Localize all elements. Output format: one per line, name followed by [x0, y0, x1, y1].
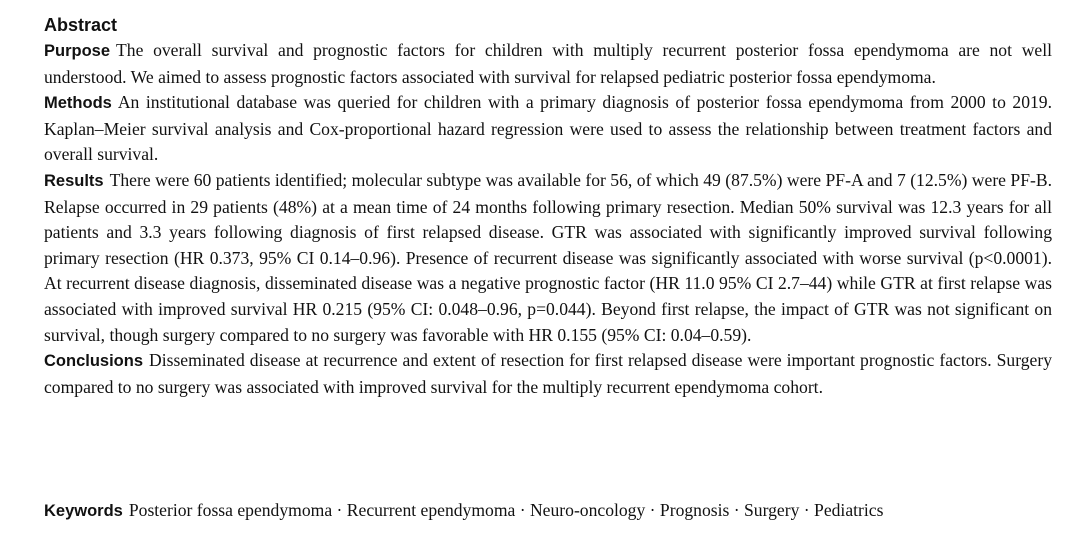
abstract-block — [44, 12, 1052, 400]
purpose-text: The overall survival and prognostic factors for children with multiply recurrent posterior fossa ependymoma are not well understood. We aimed to assess prognostic factors associated with survival for relapsed pediatric posterior fossa ependymoma. — [44, 40, 1052, 87]
methods-label: Methods — [44, 94, 112, 113]
conclusions-text: Disseminated disease at recurrence and extent of resection for first relapsed disease were important prognostic factors. Surgery compared to no surgery was associated with improved survival for the multiply recurrent ependymoma cohort. — [44, 350, 1052, 397]
results-label: Results — [44, 171, 104, 190]
methods-text: An institutional database was queried for children with a primary diagnosis of posterior fossa ependymoma from 2000 to 2019. Kaplan–Meier survival analysis and Cox-proportional hazard regression were used to assess the relationship between treatment factors and overall survival. — [44, 92, 1052, 165]
keywords-label: Keywords — [44, 502, 123, 520]
conclusions-label: Conclusions — [44, 352, 144, 371]
keywords-text: Posterior fossa ependymoma · Recurrent ependymoma · Neuro-oncology · Prognosis · Surgery · Pediatrics — [128, 500, 884, 520]
purpose-section — [44, 38, 1052, 90]
keywords-line — [44, 498, 1052, 525]
conclusions-section — [44, 348, 1052, 400]
methods-section — [44, 90, 1052, 168]
purpose-label: Purpose — [44, 42, 111, 60]
results-section — [44, 168, 1052, 348]
results-text: There were 60 patients identified; molecular subtype was available for 56, of which 49 (87.5%) were PF-A and 7 (12.5%) were PF-B. Relapse occurred in 29 patients (48%) at a mean time of 24 months following primary resection. Median 50% survival was 12.3 years for all patients and 3.3 years following diagnosis of first relapsed disease. GTR was associated with significantly improved survival following primary resection (HR 0.373, 95% CI 0.14–0.96). Presence of recurrent disease was significantly associated with worse survival (p<0.0001). At recurrent disease diagnosis, disseminated disease was a negative prognostic factor (HR 11.0 95% CI 2.7–44) while GTR at first relapse was associated with improved survival HR 0.215 (95% CI: 0.048–0.96, p=0.044). Beyond first relapse, the impact of GTR was not significant on survival, though surgery compared to no surgery was favorable with HR 0.155 (95% CI: 0.04–0.59). — [44, 169, 1052, 345]
abstract-heading: Abstract — [44, 15, 118, 35]
